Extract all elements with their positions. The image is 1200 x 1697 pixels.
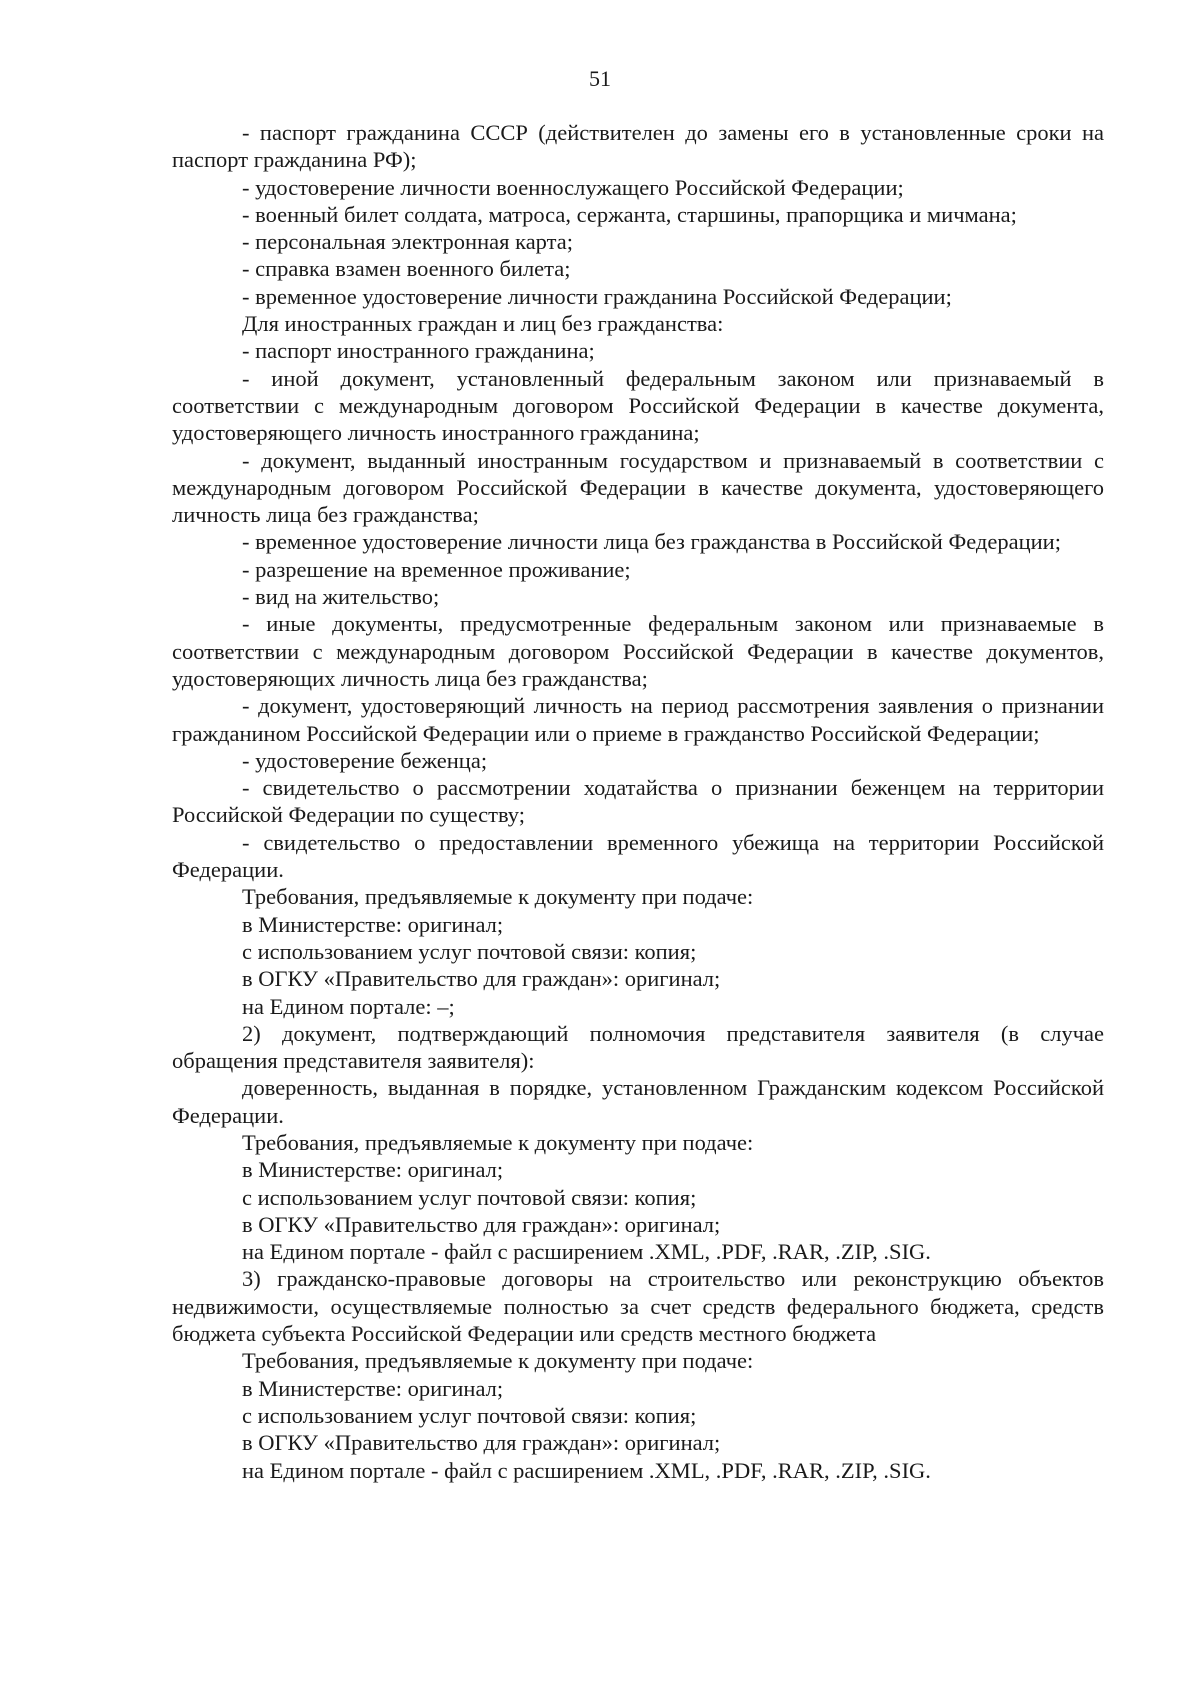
paragraph: - справка взамен военного билета; (242, 256, 571, 282)
paragraph: - удостоверение беженца; (242, 747, 488, 773)
paragraph: 2) документ, подтверждающий полномочия представителя заявителя (в случае обращения представителя заявителя): (172, 1020, 1104, 1074)
paragraph: Для иностранных граждан и лиц без гражданства: (242, 311, 724, 337)
paragraph: с использованием услуг почтовой связи: копия; (242, 938, 697, 964)
paragraph: на Едином портале - файл с расширением .XML, .PDF, .RAR, .ZIP, .SIG. (242, 1457, 931, 1483)
paragraph: с использованием услуг почтовой связи: копия; (242, 1184, 697, 1210)
paragraph: в ОГКУ «Правительство для граждан»: оригинал; (242, 966, 721, 992)
paragraph: - вид на жительство; (242, 584, 440, 610)
paragraph: - удостоверение личности военнослужащего Российской Федерации; (242, 174, 904, 200)
paragraph: - свидетельство о предоставлении временного убежища на территории Российской Федерации. (172, 829, 1104, 883)
paragraph: доверенность, выданная в порядке, установленном Гражданским кодексом Российской Федерации. (172, 1075, 1104, 1128)
paragraph: на Едином портале: –; (242, 993, 455, 1019)
paragraph: - иной документ, установленный федеральным законом или признаваемый в соответствии с международным договором Российской Федерации в качестве документа, удостоверяющего личность иностранного гражданина; (172, 365, 1104, 446)
paragraph: на Едином портале - файл с расширением .XML, .PDF, .RAR, .ZIP, .SIG. (242, 1239, 931, 1265)
paragraph: - паспорт иностранного гражданина; (242, 338, 595, 364)
paragraph: Требования, предъявляемые к документу при подаче: (242, 884, 754, 910)
paragraph: в ОГКУ «Правительство для граждан»: оригинал; (242, 1211, 721, 1237)
paragraph: - военный билет солдата, матроса, сержанта, старшины, прапорщика и мичмана; (242, 201, 1017, 227)
paragraph: в Министерстве: оригинал; (242, 1375, 504, 1401)
paragraph: - свидетельство о рассмотрении ходатайства о признании беженцем на территории Российской Федерации по существу; (172, 775, 1104, 828)
paragraph: в ОГКУ «Правительство для граждан»: оригинал; (242, 1430, 721, 1456)
paragraph: - временное удостоверение личности гражданина Российской Федерации; (242, 283, 952, 309)
document-body (172, 119, 1104, 1484)
paragraph: Требования, предъявляемые к документу при подаче: (242, 1129, 754, 1155)
paragraph: 3) гражданско-правовые договоры на строительство или реконструкцию объектов недвижимости, осуществляемые полностью за счет средств федерального бюджета, средств бюджета субъекта Российской Федерации или средств местного бюджета (172, 1266, 1104, 1347)
paragraph: - иные документы, предусмотренные федеральным законом или признаваемые в соответствии с международным договором Российской Федерации в качестве документов, удостоверяющих личность лица без гражданства; (172, 611, 1104, 691)
paragraph: - разрешение на временное проживание; (242, 556, 631, 582)
paragraph: в Министерстве: оригинал; (242, 1157, 504, 1183)
paragraph: Требования, предъявляемые к документу при подаче: (242, 1348, 754, 1374)
paragraph: - документ, удостоверяющий личность на период рассмотрения заявления о признании гражданином Российской Федерации или о приеме в гражданство Российской Федерации; (172, 693, 1104, 746)
paragraph: в Министерстве: оригинал; (242, 911, 504, 937)
page-number: 51 (589, 66, 611, 91)
paragraph: - документ, выданный иностранным государством и признаваемый в соответствии с международным договором Российской Федерации в качестве документа, удостоверяющего личность лица без гражданства; (172, 447, 1104, 528)
paragraph: - паспорт гражданина СССР (действителен до замены его в установленные сроки на паспорт гражданина РФ); (172, 120, 1104, 173)
paragraph: с использованием услуг почтовой связи: копия; (242, 1402, 697, 1428)
paragraph: - временное удостоверение личности лица без гражданства в Российской Федерации; (242, 529, 1061, 555)
paragraph: - персональная электронная карта; (242, 229, 573, 255)
